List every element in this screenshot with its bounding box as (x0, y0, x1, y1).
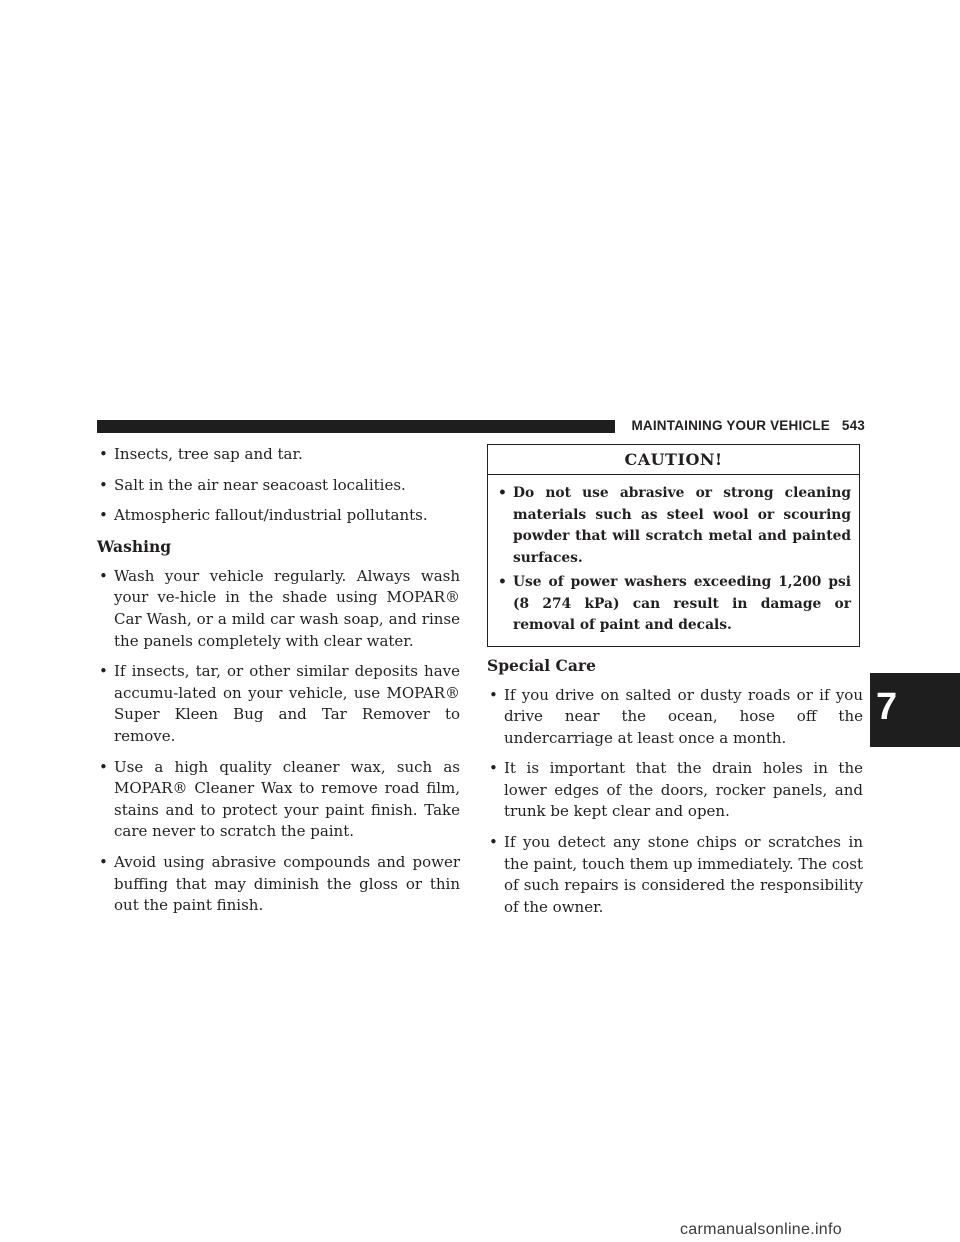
list-item: • Wash your vehicle regularly. Always wash your ve-hicle in the shade using MOPAR® Car Wash, or a mild car wash soap, and rinse the panels completely with clear water. (97, 566, 460, 652)
watermark: carmanualsonline.info (680, 1221, 842, 1238)
list-item: • If you detect any stone chips or scratches in the paint, touch them up immediately. The cost of such repairs is considered the responsibility of the owner. (487, 832, 863, 918)
list-item: • Atmospheric fallout/industrial pollutants. (97, 505, 460, 527)
header-section: MAINTAINING YOUR VEHICLE (631, 418, 831, 433)
list-item: • Insects, tree sap and tar. (97, 444, 460, 466)
caution-box (487, 444, 860, 647)
list-item: • It is important that the drain holes in the lower edges of the doors, rocker panels, and trunk be kept clear and open. (487, 758, 863, 823)
list-item: • If insects, tar, or other similar deposits have accumu-lated on your vehicle, use MOPAR® Super Kleen Bug and Tar Remover to remove. (97, 661, 460, 747)
running-header (620, 418, 865, 433)
right-column (487, 444, 863, 927)
caution-body (488, 475, 859, 646)
caution-title: CAUTION! (488, 445, 859, 475)
chapter-number: 7 (876, 686, 898, 728)
left-column (97, 444, 460, 926)
washing-heading: Washing (97, 536, 172, 556)
caution-item: • Do not use abrasive or strong cleaning materials such as steel wool or scouring powder that will scratch metal and painted surfaces. (496, 483, 851, 569)
caution-item: • Use of power washers exceeding 1,200 psi (8 274 kPa) can result in damage or removal of paint and decals. (496, 572, 851, 637)
list-item: • Use a high quality cleaner wax, such as MOPAR® Cleaner Wax to remove road film, stains and to protect your paint finish. Take care never to scratch the paint. (97, 757, 460, 843)
special-care-heading: Special Care (487, 655, 596, 675)
list-item: • Avoid using abrasive compounds and power buffing that may diminish the gloss or thin out the paint finish. (97, 852, 460, 917)
list-item: • If you drive on salted or dusty roads or if you drive near the ocean, hose off the undercarriage at least once a month. (487, 685, 863, 750)
chapter-tab (870, 673, 960, 747)
list-item: • Salt in the air near seacoast localities. (97, 475, 460, 497)
page-number: 543 (841, 418, 865, 433)
header-rule (97, 420, 615, 433)
